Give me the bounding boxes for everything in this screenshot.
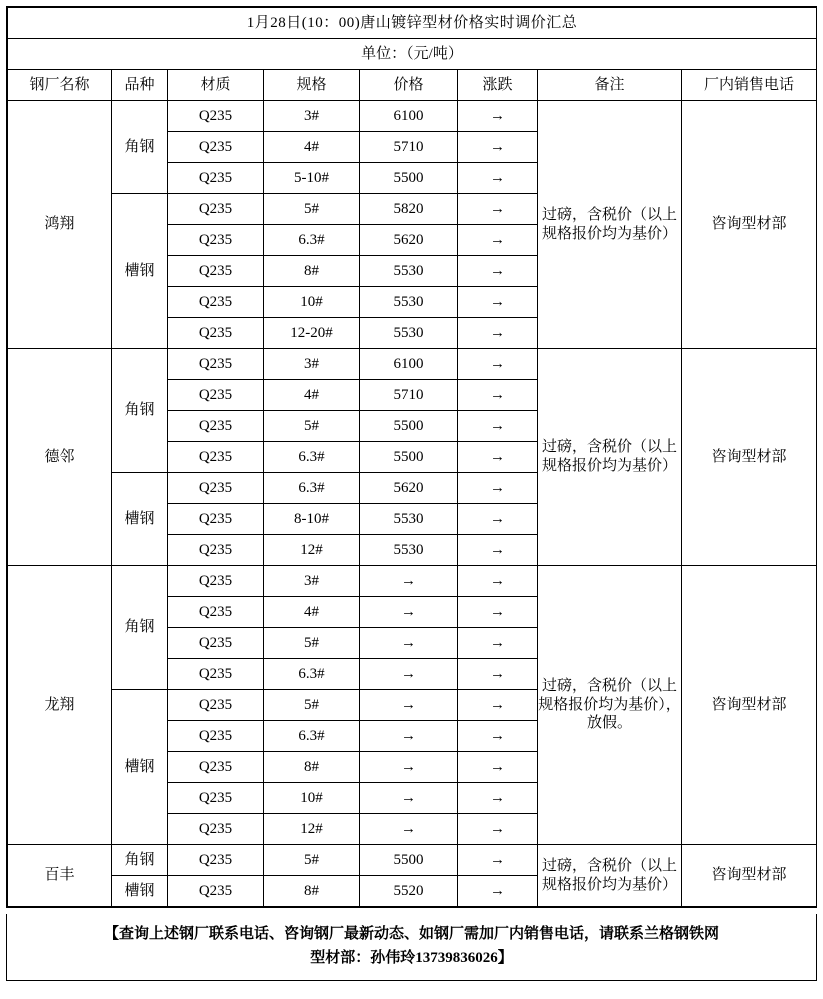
table-row (8, 845, 817, 876)
product-kind: 槽钢 (112, 473, 168, 566)
page-title: 1月28日(10：00)唐山镀锌型材价格实时调价汇总 (8, 8, 817, 39)
price-cell: → (360, 814, 458, 845)
material-cell: Q235 (168, 814, 264, 845)
spec-cell: 6.3# (264, 225, 360, 256)
change-cell: → (458, 628, 538, 659)
change-cell: → (458, 566, 538, 597)
spec-cell: 6.3# (264, 659, 360, 690)
unit-row (8, 39, 817, 70)
material-cell: Q235 (168, 659, 264, 690)
change-cell: → (458, 287, 538, 318)
price-cell: 5530 (360, 504, 458, 535)
price-cell: → (360, 752, 458, 783)
material-cell: Q235 (168, 318, 264, 349)
table-row (8, 101, 817, 132)
mill-name: 德邻 (8, 349, 112, 566)
material-cell: Q235 (168, 256, 264, 287)
price-table (7, 7, 817, 907)
column-header: 厂内销售电话 (682, 70, 817, 101)
column-header: 钢厂名称 (8, 70, 112, 101)
material-cell: Q235 (168, 535, 264, 566)
price-cell: 5620 (360, 225, 458, 256)
footer-line-1: 【查询上述钢厂联系电话、咨询钢厂最新动态、如钢厂需加厂内销售电话，请联系兰格钢铁网 (103, 926, 719, 942)
sales-phone-cell: 咨询型材部 (682, 566, 817, 845)
material-cell: Q235 (168, 132, 264, 163)
product-kind: 槽钢 (112, 690, 168, 845)
remark-cell: 过磅，含税价（以上规格报价均为基价） (538, 845, 682, 907)
material-cell: Q235 (168, 349, 264, 380)
change-cell: → (458, 194, 538, 225)
spec-cell: 5# (264, 411, 360, 442)
price-cell: 5500 (360, 442, 458, 473)
spec-cell: 4# (264, 132, 360, 163)
material-cell: Q235 (168, 597, 264, 628)
price-cell: 5710 (360, 132, 458, 163)
change-cell: → (458, 411, 538, 442)
price-cell: 5530 (360, 318, 458, 349)
material-cell: Q235 (168, 628, 264, 659)
spec-cell: 12-20# (264, 318, 360, 349)
spec-cell: 12# (264, 535, 360, 566)
material-cell: Q235 (168, 504, 264, 535)
spec-cell: 8-10# (264, 504, 360, 535)
price-cell: 5530 (360, 287, 458, 318)
product-kind: 角钢 (112, 566, 168, 690)
price-cell: 6100 (360, 101, 458, 132)
spec-cell: 8# (264, 256, 360, 287)
change-cell: → (458, 814, 538, 845)
material-cell: Q235 (168, 442, 264, 473)
price-cell: → (360, 659, 458, 690)
material-cell: Q235 (168, 876, 264, 907)
price-cell: 5500 (360, 845, 458, 876)
spec-cell: 6.3# (264, 442, 360, 473)
change-cell: → (458, 690, 538, 721)
material-cell: Q235 (168, 163, 264, 194)
remark-cell: 过磅，含税价（以上规格报价均为基价） (538, 101, 682, 349)
table-header-row (8, 70, 817, 101)
material-cell: Q235 (168, 566, 264, 597)
change-cell: → (458, 845, 538, 876)
spec-cell: 6.3# (264, 721, 360, 752)
spec-cell: 3# (264, 566, 360, 597)
spec-cell: 3# (264, 349, 360, 380)
spec-cell: 12# (264, 814, 360, 845)
price-cell: 5530 (360, 256, 458, 287)
price-cell: 5520 (360, 876, 458, 907)
sales-phone-cell: 咨询型材部 (682, 101, 817, 349)
product-kind: 角钢 (112, 845, 168, 876)
change-cell: → (458, 783, 538, 814)
title-row (8, 8, 817, 39)
price-cell: 5500 (360, 163, 458, 194)
price-cell: → (360, 721, 458, 752)
mill-name: 鸿翔 (8, 101, 112, 349)
column-header: 规格 (264, 70, 360, 101)
change-cell: → (458, 535, 538, 566)
change-cell: → (458, 163, 538, 194)
product-kind: 角钢 (112, 101, 168, 194)
price-cell: 5620 (360, 473, 458, 504)
column-header: 价格 (360, 70, 458, 101)
change-cell: → (458, 225, 538, 256)
column-header: 材质 (168, 70, 264, 101)
spec-cell: 8# (264, 876, 360, 907)
change-cell: → (458, 132, 538, 163)
change-cell: → (458, 597, 538, 628)
material-cell: Q235 (168, 752, 264, 783)
material-cell: Q235 (168, 194, 264, 225)
change-cell: → (458, 659, 538, 690)
mill-name: 龙翔 (8, 566, 112, 845)
material-cell: Q235 (168, 287, 264, 318)
unit-label: 单位：（元/吨） (8, 39, 817, 70)
footer-line-2: 型材部：孙伟玲13739836026】 (310, 950, 513, 966)
price-cell: 5500 (360, 411, 458, 442)
change-cell: → (458, 380, 538, 411)
material-cell: Q235 (168, 721, 264, 752)
price-cell: → (360, 783, 458, 814)
price-cell: → (360, 597, 458, 628)
spec-cell: 10# (264, 783, 360, 814)
spec-cell: 5# (264, 845, 360, 876)
material-cell: Q235 (168, 690, 264, 721)
product-kind: 槽钢 (112, 876, 168, 907)
spec-cell: 5# (264, 194, 360, 225)
spec-cell: 4# (264, 597, 360, 628)
price-cell: 5530 (360, 535, 458, 566)
price-table-document (6, 6, 817, 908)
price-cell: 5710 (360, 380, 458, 411)
change-cell: → (458, 752, 538, 783)
price-cell: → (360, 566, 458, 597)
footer-note (6, 914, 817, 981)
change-cell: → (458, 442, 538, 473)
spec-cell: 6.3# (264, 473, 360, 504)
spec-cell: 8# (264, 752, 360, 783)
price-cell: → (360, 690, 458, 721)
change-cell: → (458, 473, 538, 504)
material-cell: Q235 (168, 473, 264, 504)
price-cell: → (360, 628, 458, 659)
change-cell: → (458, 318, 538, 349)
mill-name: 百丰 (8, 845, 112, 907)
material-cell: Q235 (168, 845, 264, 876)
change-cell: → (458, 876, 538, 907)
material-cell: Q235 (168, 411, 264, 442)
change-cell: → (458, 349, 538, 380)
spec-cell: 5# (264, 628, 360, 659)
price-cell: 5820 (360, 194, 458, 225)
change-cell: → (458, 256, 538, 287)
column-header: 备注 (538, 70, 682, 101)
change-cell: → (458, 721, 538, 752)
table-row (8, 566, 817, 597)
table-row (8, 349, 817, 380)
spec-cell: 4# (264, 380, 360, 411)
material-cell: Q235 (168, 380, 264, 411)
spec-cell: 5# (264, 690, 360, 721)
change-cell: → (458, 504, 538, 535)
product-kind: 角钢 (112, 349, 168, 473)
material-cell: Q235 (168, 225, 264, 256)
material-cell: Q235 (168, 101, 264, 132)
product-kind: 槽钢 (112, 194, 168, 349)
spec-cell: 3# (264, 101, 360, 132)
sales-phone-cell: 咨询型材部 (682, 845, 817, 907)
column-header: 涨跌 (458, 70, 538, 101)
material-cell: Q235 (168, 783, 264, 814)
change-cell: → (458, 101, 538, 132)
spec-cell: 10# (264, 287, 360, 318)
sales-phone-cell: 咨询型材部 (682, 349, 817, 566)
remark-cell: 过磅，含税价（以上规格报价均为基价），放假。 (538, 566, 682, 845)
price-cell: 6100 (360, 349, 458, 380)
column-header: 品种 (112, 70, 168, 101)
remark-cell: 过磅，含税价（以上规格报价均为基价） (538, 349, 682, 566)
spec-cell: 5-10# (264, 163, 360, 194)
